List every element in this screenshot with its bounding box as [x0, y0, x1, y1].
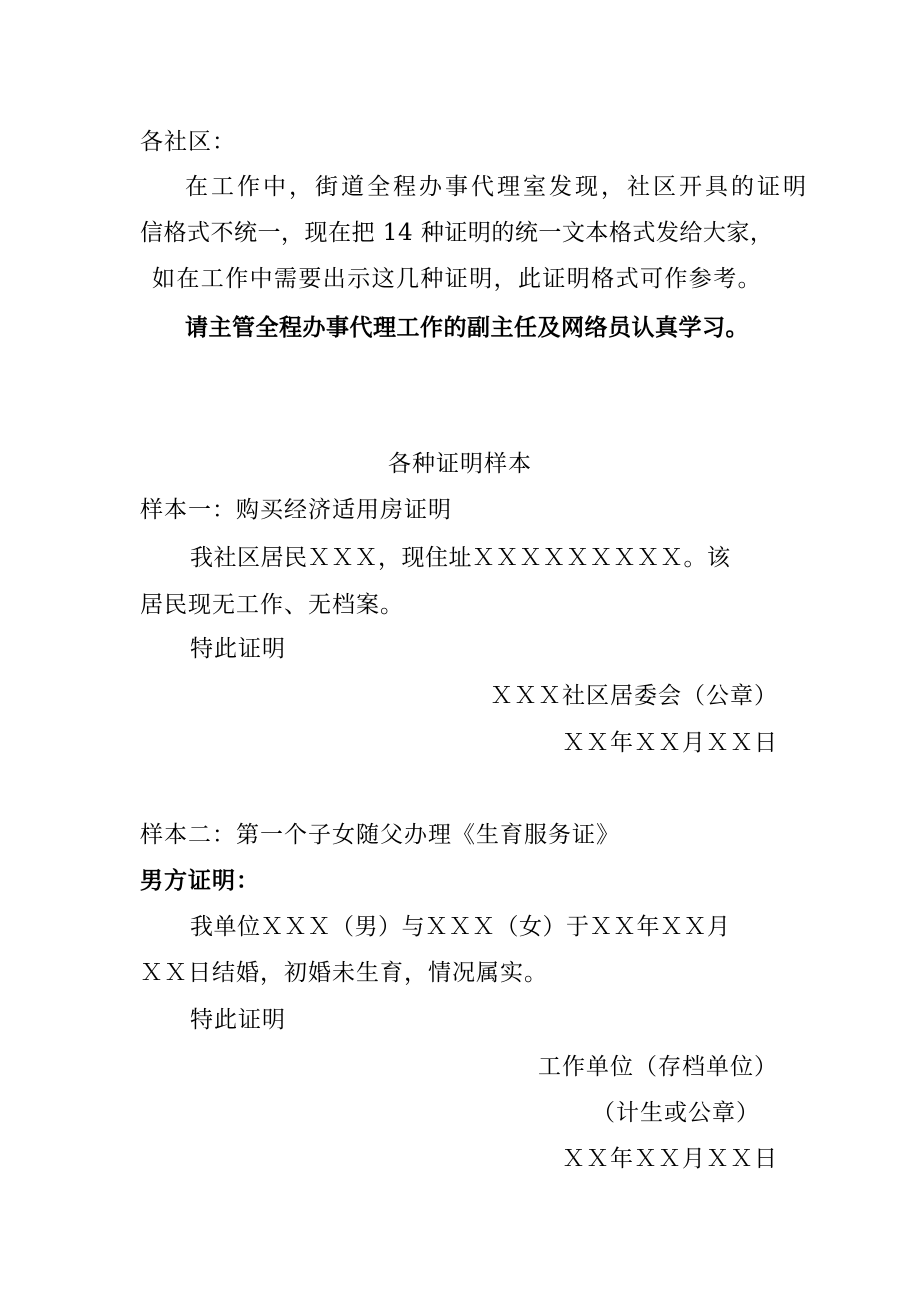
sample1-body-line-1: 我社区居民ＸＸＸ，现住址ＸＸＸＸＸＸＸＸＸ。该	[190, 545, 731, 571]
sample1-issuer: ＸＸＸ社区居委会（公章）	[490, 683, 778, 709]
notice-body-line-3: 如在工作中需要出示这几种证明，此证明格式可作参考。	[152, 266, 762, 292]
notice-body-line-2: 信格式不统一，现在把 14 种证明的统一文本格式发给大家，	[140, 220, 774, 246]
samples-title: 各种证明样本	[388, 451, 532, 477]
sample1-heading: 样本一：购买经济适用房证明	[140, 497, 452, 523]
sample1-body-line-2: 居民现无工作、无档案。	[140, 592, 404, 618]
sample2-body-line-2: ＸＸ日结婚，初婚未生育，情况属实。	[140, 960, 548, 986]
sample2-date: ＸＸ年ＸＸ月ＸＸ日	[562, 1146, 778, 1172]
notice-body-line-1: 在工作中，街道全程办事代理室发现，社区开具的证明	[185, 174, 809, 200]
sample2-seal: （计生或公章）	[592, 1100, 760, 1126]
sample2-body-line-1: 我单位ＸＸＸ（男）与ＸＸＸ（女）于ＸＸ年ＸＸ月	[190, 914, 731, 940]
salutation: 各社区：	[140, 129, 236, 155]
sample2-heading: 样本二：第一个子女随父办理《生育服务证》	[140, 822, 620, 848]
sample1-closing: 特此证明	[190, 636, 286, 662]
sample2-closing: 特此证明	[190, 1007, 286, 1033]
sample1-date: ＸＸ年ＸＸ月ＸＸ日	[562, 730, 778, 756]
sample2-issuer: 工作单位（存档单位）	[538, 1054, 778, 1080]
sample2-subheading: 男方证明：	[140, 868, 260, 894]
notice-emphasis: 请主管全程办事代理工作的副主任及网络员认真学习。	[185, 315, 749, 341]
